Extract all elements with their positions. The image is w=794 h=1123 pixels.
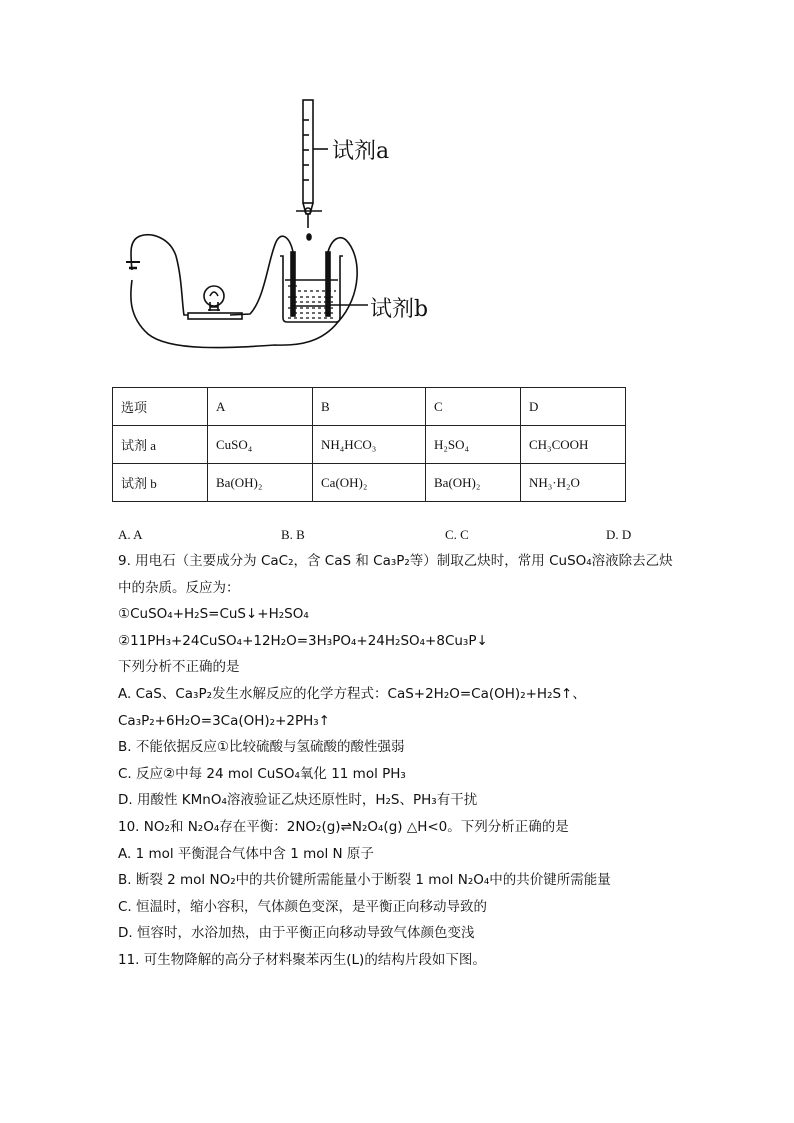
table-cell: NH₄HCO₃ (313, 426, 426, 464)
table-cell: Ba(OH)₂ (426, 464, 521, 502)
table-cell: B (313, 388, 426, 426)
q9-option-b: B. 不能依据反应①比较硫酸与氢硫酸的酸性强弱 (118, 739, 405, 756)
q9-option-d: D. 用酸性 KMnO₄溶液验证乙炔还原性时，H₂S、PH₃有干扰 (118, 792, 478, 809)
q9-option-a-line-1: A. CaS、Ca₃P₂发生水解反应的化学方程式：CaS+2H₂O=Ca(OH)₂+H₂S↑、 (118, 685, 586, 702)
q10-option-a: A. 1 mol 平衡混合气体中含 1 mol N 原子 (118, 845, 374, 862)
choice-b: B. B (281, 527, 305, 542)
table-cell: C (426, 388, 521, 426)
table-cell: 试剂 b (113, 464, 208, 502)
table-cell: D (521, 388, 626, 426)
table-row (113, 388, 626, 426)
table-cell: Ba(OH)₂ (208, 464, 313, 502)
q9-option-a-line-2: Ca₃P₂+6H₂O=3Ca(OH)₂+2PH₃↑ (118, 712, 330, 729)
table-cell: 试剂 a (113, 426, 208, 464)
table-cell: A (208, 388, 313, 426)
reagent-a-label: 试剂a (332, 139, 390, 164)
lamp-board (188, 313, 242, 319)
q9-stem-line-1: 9. 用电石（主要成分为 CaC₂，含 CaS 和 Ca₃P₂等）制取乙炔时，常用 CuSO₄溶液除去乙炔 (118, 553, 673, 569)
drop (307, 234, 311, 240)
questions-body (118, 548, 688, 974)
table-cell: CuSO₄ (208, 426, 313, 464)
burette (303, 100, 313, 203)
apparatus-diagram (100, 90, 460, 360)
q10-option-d: D. 恒容时，水浴加热，由于平衡正向移动导致气体颜色变浅 (118, 925, 475, 942)
table-cell: NH₃·H₂O (521, 464, 626, 502)
bulb (204, 286, 224, 306)
q9-option-c: C. 反应②中每 24 mol CuSO₄氧化 11 mol PH₃ (118, 765, 406, 782)
table-row (113, 426, 626, 464)
q11-stem: 11. 可生物降解的高分子材料聚苯丙生(L)的结构片段如下图。 (118, 951, 486, 968)
q9-question: 下列分析不正确的是 (118, 659, 240, 676)
table-cell: 选项 (113, 388, 208, 426)
q10-option-b: B. 断裂 2 mol NO₂中的共价键所需能量小于断裂 1 mol N₂O₄中的共价键所需能量 (118, 872, 611, 889)
table-cell: CH₃COOH (521, 426, 626, 464)
options-table (112, 387, 626, 502)
table-cell: Ca(OH)₂ (313, 464, 426, 502)
beaker (280, 256, 343, 322)
table-row (113, 464, 626, 502)
q10-option-c: C. 恒温时，缩小容积，气体颜色变深，是平衡正向移动导致的 (118, 898, 488, 915)
q9-reaction-2: ②11PH₃+24CuSO₄+12H₂O=3H₃PO₄+24H₂SO₄+8Cu₃P↓ (118, 632, 488, 649)
q9-reaction-1: ①CuSO₄+H₂S=CuS↓+H₂SO₄ (118, 606, 309, 623)
choice-a: A. A (118, 527, 143, 542)
q9-stem-line-2: 中的杂质。反应为： (118, 579, 240, 596)
choice-c: C. C (445, 527, 469, 542)
q10-stem: 10. NO₂和 N₂O₄存在平衡：2NO₂(g)⇌N₂O₄(g) △H<0。下列分析正确的是 (118, 818, 569, 835)
reagent-b-label: 试剂b (370, 297, 429, 322)
choice-d: D. D (606, 527, 632, 542)
table-cell: H₂SO₄ (426, 426, 521, 464)
